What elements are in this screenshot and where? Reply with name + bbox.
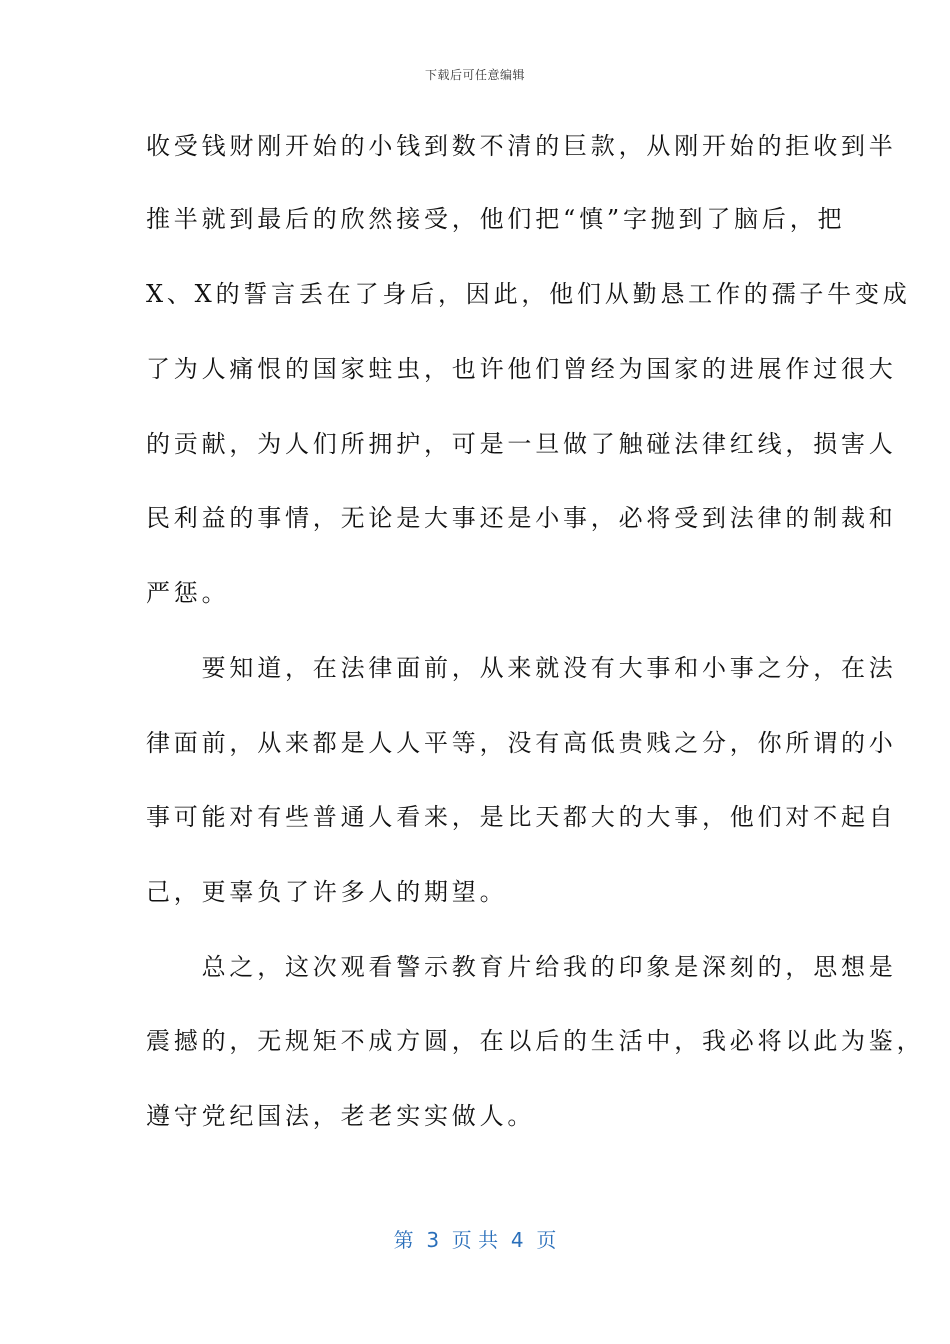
text-line: 事可能对有些普通人看来，是比天都大的大事，他们对不起自 <box>146 803 897 831</box>
text-line: 的贡献，为人们所拥护，可是一旦做了触碰法律红线，损害人 <box>146 430 897 458</box>
text-line: X、X的誓言丢在了身后，因此，他们从勤恳工作的孺子牛变成 <box>146 280 911 308</box>
page-header: 下载后可任意编辑 <box>424 68 525 82</box>
text-line: 了为人痛恨的国家蛀虫，也许他们曾经为国家的进展作过很大 <box>146 355 897 383</box>
text-line: 遵守党纪国法，老老实实做人。 <box>146 1102 536 1130</box>
text-line: 推半就到最后的欣然接受，他们把“慎”字抛到了脑后，把 <box>146 205 846 233</box>
page-number-footer: 第 3 页 共 4 页 <box>393 1228 557 1252</box>
text-line: 震撼的，无规矩不成方圆，在以后的生活中，我必将以此为鉴， <box>146 1027 925 1055</box>
text-line: 己，更辜负了许多人的期望。 <box>146 878 508 906</box>
text-line: 要知道，在法律面前，从来就没有大事和小事之分，在法 <box>146 654 897 682</box>
text-line: 民利益的事情，无论是大事还是小事，必将受到法律的制裁和 <box>146 504 897 532</box>
text-line: 严惩。 <box>146 579 230 607</box>
text-line: 收受钱财刚开始的小钱到数不清的巨款，从刚开始的拒收到半 <box>146 132 897 160</box>
text-line: 律面前，从来都是人人平等，没有高低贵贱之分，你所谓的小 <box>146 729 897 757</box>
text-line: 总之，这次观看警示教育片给我的印象是深刻的，思想是 <box>146 953 897 981</box>
